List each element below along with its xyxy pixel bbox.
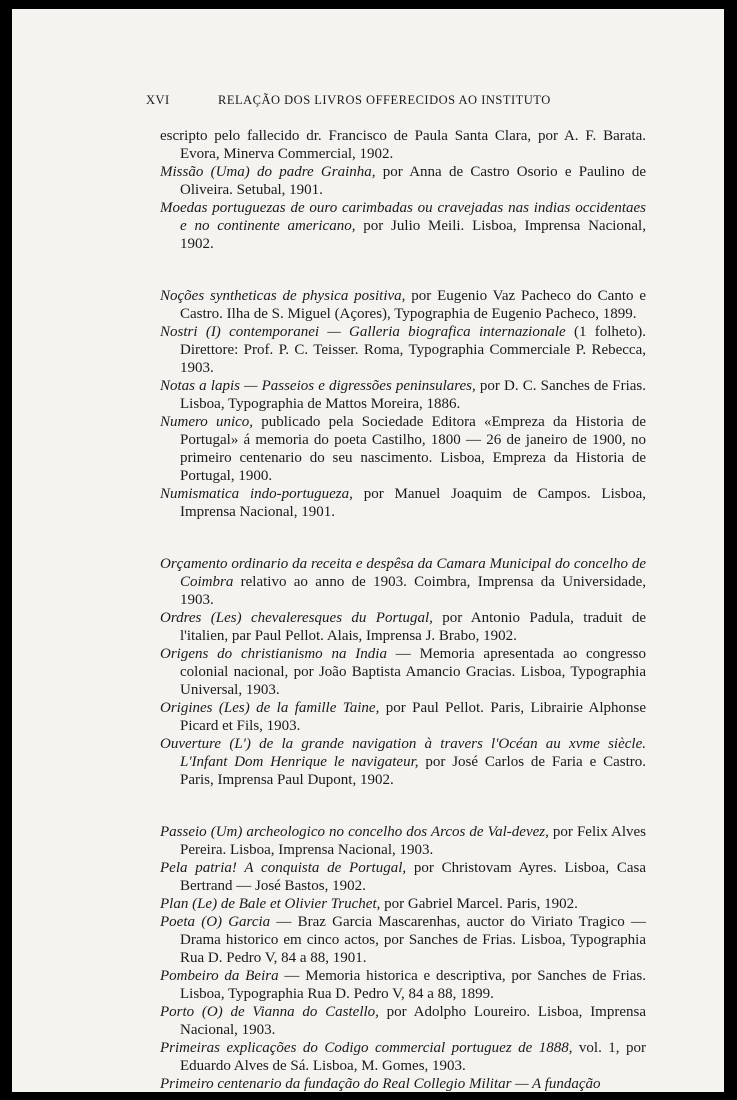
- entry-text: por Anna de Castro Osorio e Paulino de Oliveira. Setubal, 1901.: [180, 164, 646, 198]
- entry-text: (1 folheto). Direttore: Prof. P. C. Teisser. Roma, Typographia Commerciale P. Rebecca, 1903.: [180, 324, 646, 376]
- entry-text: por Paul Pellot. Paris, Librairie Alphonse Picard et Fils, 1903.: [180, 700, 646, 734]
- entry-title: Porto (O) de Vianna do Castello,: [160, 1004, 379, 1020]
- bibliography-entry: [160, 287, 646, 323]
- entry-title: Pombeiro da Beira: [160, 968, 279, 984]
- entry-title: Notas a lapis — Passeios e digressões peninsulares,: [160, 378, 476, 394]
- bibliography-entry: [160, 913, 646, 967]
- entry-text: por Felix Alves Pereira. Lisboa, Imprensa Nacional, 1903.: [180, 824, 646, 858]
- section-continuation-m: [160, 127, 646, 253]
- entry-text: — Braz Garcia Mascarenhas, auctor do Viriato Tragico — Drama historico em cinco actos, por Sanches de Frias. Lisboa, Typographia Rua D. Pedro V, 84 a 88, 1901.: [180, 914, 647, 966]
- entry-title: Missão (Uma) do padre Grainha,: [160, 164, 376, 180]
- section-o: [160, 555, 646, 789]
- entry-text: por José Carlos de Faria e Castro. Paris, Imprensa Paul Dupont, 1902.: [180, 754, 646, 788]
- entry-title: Origines (Les) de la famille Taine,: [160, 700, 380, 716]
- entry-title: Plan (Le) de Bale et Olivier Truchet,: [160, 896, 381, 912]
- entry-text: por Gabriel Marcel. Paris, 1902.: [380, 896, 578, 912]
- entry-title: Ouverture (L') de la grande navigation à travers l'Océan au xvme siècle. L'Infant Dom Henrique le navigateur,: [160, 736, 646, 770]
- entry-text: publicado pela Sociedade Editora «Empreza da Historia de Portugal» á memoria do poeta Castilho, 1800 — 26 de janeiro de 1900, no primeiro centenario do seu nascimento. Lisboa, Empreza da Historia de Portugal, 1900.: [180, 414, 646, 484]
- bibliography-entry: [160, 555, 646, 609]
- entry-title: Pela patria! A conquista de Portugal,: [160, 860, 407, 876]
- bibliography-entry: [160, 735, 646, 789]
- entry-title: Orçamento ordinario da receita e despêsa da Camara Municipal do concelho de Coimbra: [160, 556, 646, 590]
- entry-text: vol. 1, por Eduardo Alves de Sá. Lisboa, M. Gomes, 1903.: [180, 1040, 646, 1074]
- bibliography-entry: [160, 645, 646, 699]
- entry-title: Noções syntheticas de physica positiva,: [160, 288, 406, 304]
- entry-text: por Eugenio Vaz Pacheco do Canto e Castro. Ilha de S. Miguel (Açores), Typographia de Eugenio Pacheco, 1899.: [180, 288, 646, 322]
- bibliography-entry: [160, 413, 646, 485]
- bibliography-entry: [160, 1075, 646, 1092]
- entry-text: por Julio Meili. Lisboa, Imprensa Nacional, 1902.: [180, 218, 646, 252]
- bibliography-entry: [160, 199, 646, 253]
- entry-title: Ordres (Les) chevaleresques du Portugal,: [160, 610, 433, 626]
- bibliography-entry: [160, 699, 646, 735]
- entry-text: por Christovam Ayres. Lisboa, Casa Bertrand — José Bastos, 1902.: [180, 860, 646, 894]
- bibliography-entry: [160, 485, 646, 521]
- bibliography-entry: [160, 609, 646, 645]
- entry-text: por Manuel Joaquim de Campos. Lisboa, Imprensa Nacional, 1901.: [180, 486, 646, 520]
- section-p: [160, 823, 646, 1092]
- entry-title: Moedas portuguezas de ouro carimbadas ou cravejadas nas indias occidentaes e no continente americano,: [160, 200, 646, 234]
- entry-title: Numismatica indo-portugueza,: [160, 486, 353, 502]
- bibliography-entry: [160, 1039, 646, 1075]
- bibliography-entry: [160, 1003, 646, 1039]
- entry-title: Origens do christianismo na India: [160, 646, 387, 662]
- entry-text: relativo ao anno de 1903. Coimbra, Imprensa da Universidade, 1903.: [180, 574, 646, 608]
- bibliography-entry: [160, 163, 646, 199]
- running-header: [146, 93, 551, 108]
- entry-text: por Antonio Padula, traduit de l'italien, par Paul Pellot. Alais, Imprensa J. Brabo, 1902.: [180, 610, 646, 644]
- bibliography-entry: [160, 823, 646, 859]
- entry-title: Passeio (Um) archeologico no concelho dos Arcos de Val-devez,: [160, 824, 549, 840]
- entry-title: Poeta (O) Garcia: [160, 914, 271, 930]
- page-number: XVI: [146, 93, 170, 107]
- entry-title: Primeiras explicações do Codigo commercial portuguez de 1888,: [160, 1040, 573, 1056]
- entry-text: escripto pelo fallecido dr. Francisco de Paula Santa Clara, por A. F. Barata. Evora, Minerva Commercial, 1902.: [160, 128, 646, 162]
- bibliography-entry: [160, 895, 646, 913]
- book-page: [12, 9, 724, 1092]
- entry-title: Primeiro centenario da fundação do Real Collegio Militar — A fundação: [160, 1076, 601, 1092]
- bibliography-entry: [160, 323, 646, 377]
- entry-text: por D. C. Sanches de Frias. Lisboa, Typographia de Mattos Moreira, 1886.: [180, 378, 646, 412]
- entry-title: Nostri (I) contemporanei — Galleria biografica internazionale: [160, 324, 566, 340]
- bibliography-entry: [160, 967, 646, 1003]
- bibliography-entry: [160, 127, 646, 163]
- entry-title: Numero unico,: [160, 414, 254, 430]
- running-title: RELAÇÃO DOS LIVROS OFFERECIDOS AO INSTITUTO: [218, 93, 551, 107]
- entry-text: por Adolpho Loureiro. Lisboa, Imprensa Nacional, 1903.: [180, 1004, 647, 1038]
- entry-text: — Memoria historica e descriptiva, por Sanches de Frias. Lisboa, Typographia Rua D. Pedro V, 84 a 88, 1899.: [180, 968, 646, 1002]
- entry-text: — Memoria apresentada ao congresso colonial nacional, por João Baptista Amancio Gracias. Lisboa, Typographia Universal, 1903.: [180, 646, 646, 698]
- section-n: [160, 287, 646, 521]
- catalogue-entries: [160, 127, 646, 1092]
- bibliography-entry: [160, 859, 646, 895]
- bibliography-entry: [160, 377, 646, 413]
